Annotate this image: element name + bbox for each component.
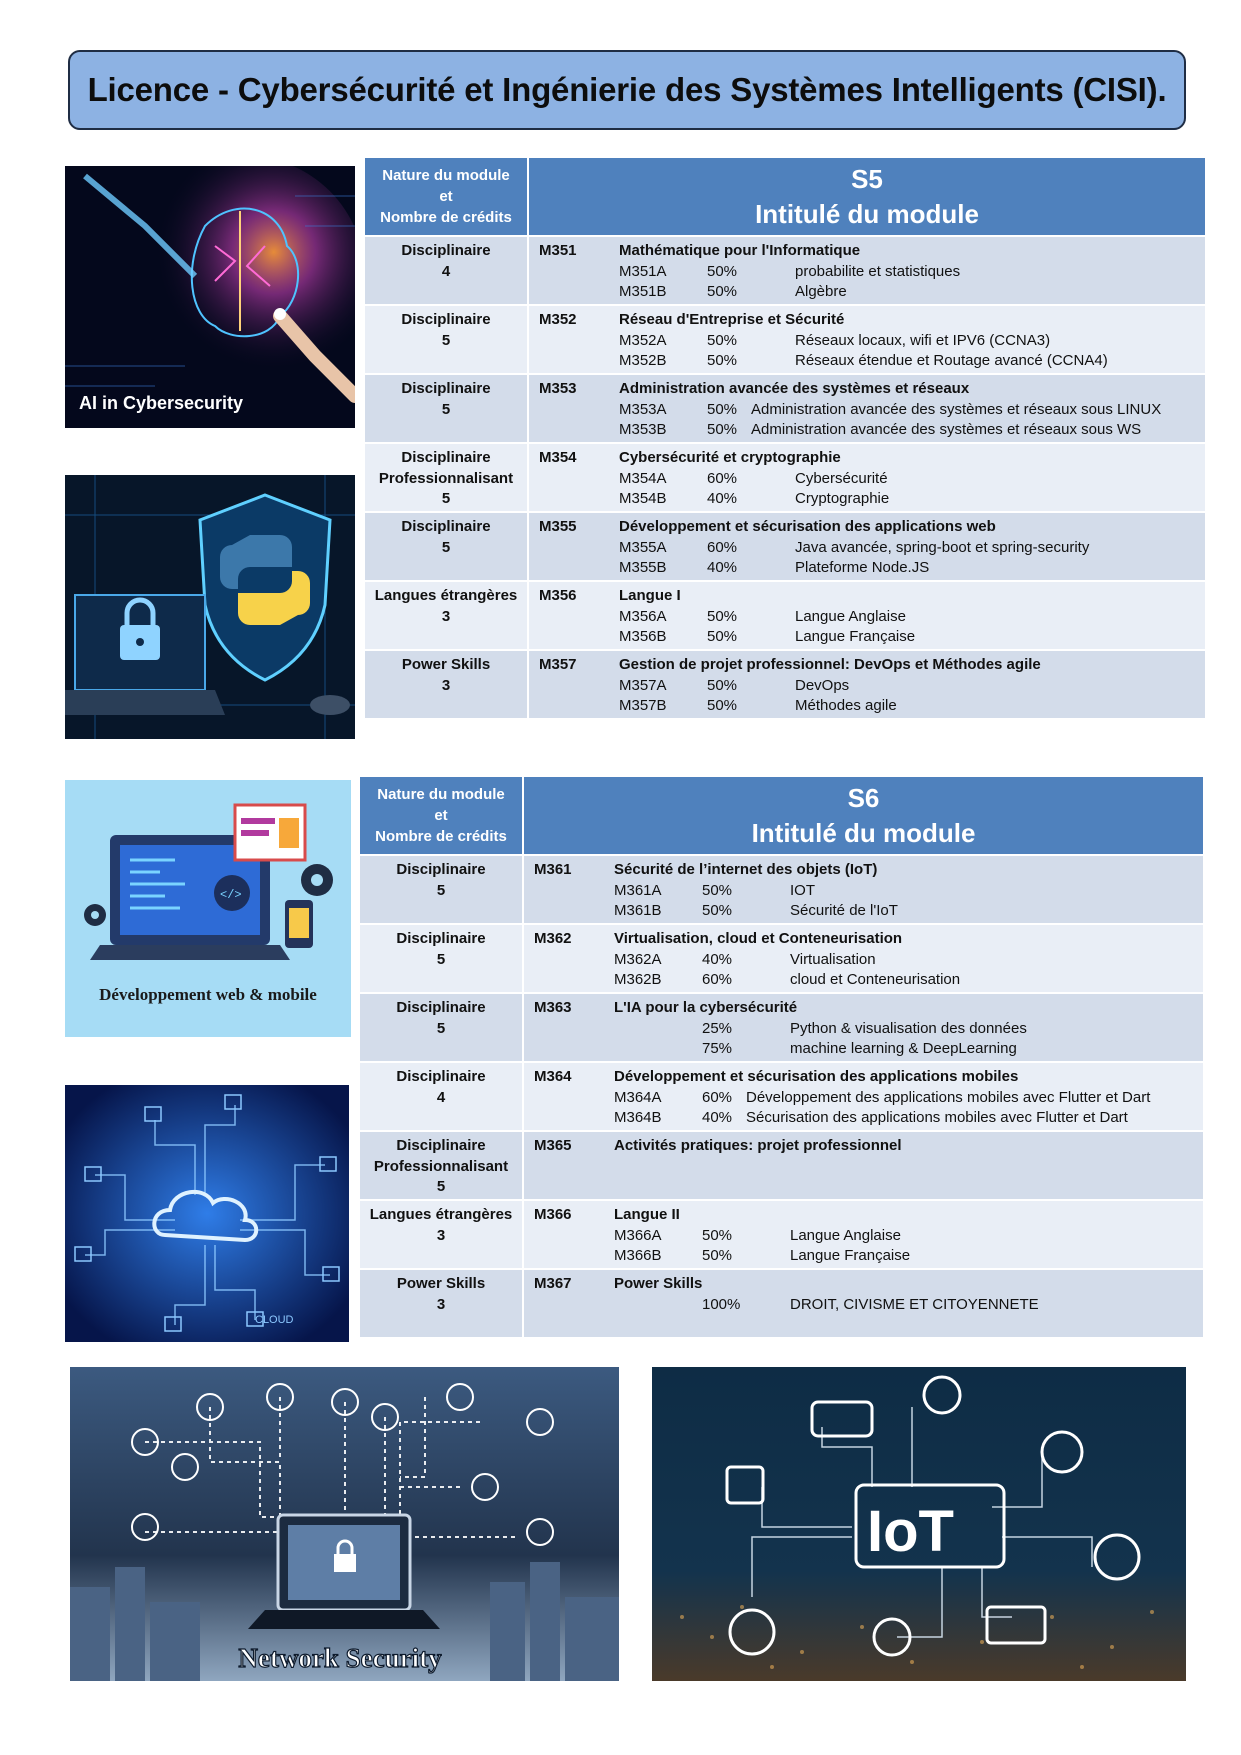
module-content xyxy=(619,306,1205,373)
submodule-label: Langue Française xyxy=(795,628,916,645)
module-type: Disciplinaire xyxy=(401,449,491,466)
module-credits: 5 xyxy=(436,1178,446,1195)
module-type: Disciplinaire xyxy=(396,1137,486,1154)
submodule-code: M351A xyxy=(619,262,667,280)
module-row xyxy=(365,304,1205,373)
submodule-code: M355A xyxy=(619,538,667,556)
module-type: Disciplinaire xyxy=(396,930,486,947)
module-content xyxy=(619,651,1205,718)
module-type: Disciplinaire xyxy=(396,1068,486,1085)
submodule-line xyxy=(619,627,1205,648)
module-code: M351 xyxy=(539,242,577,259)
module-row xyxy=(360,923,1203,992)
ai-cybersecurity-image xyxy=(65,166,355,428)
module-title: Cybersécurité et cryptographie xyxy=(619,449,841,466)
module-code: M352 xyxy=(539,311,577,328)
module-type: Disciplinaire xyxy=(401,380,491,397)
submodule-percentage: 50% xyxy=(702,1247,733,1264)
module-nature xyxy=(365,582,529,649)
module-nature xyxy=(365,651,529,718)
submodule-line xyxy=(614,1226,1203,1247)
submodule-label: Cybersécurité xyxy=(795,469,888,487)
module-credits: 3 xyxy=(441,676,451,694)
module-type: Disciplinaire xyxy=(396,861,486,878)
page-title: Licence - Cybersécurité et Ingénierie des Systèmes Intelligents (CISI). xyxy=(87,71,1167,108)
submodule-label: DROIT, CIVISME ET CITOYENNETE xyxy=(790,1295,1039,1313)
submodule-line xyxy=(614,1039,1203,1060)
submodule-line xyxy=(614,1019,1203,1040)
submodule-label: probabilite et statistiques xyxy=(795,262,961,280)
submodule-percentage: 40% xyxy=(702,1109,733,1126)
submodule-percentage: 60% xyxy=(702,971,733,988)
module-content xyxy=(614,1063,1203,1130)
semester-label: S6 xyxy=(847,782,880,813)
submodule-code: M353B xyxy=(619,421,667,438)
module-nature xyxy=(360,925,524,992)
submodule-code: M356B xyxy=(619,628,667,645)
submodule-code: M354A xyxy=(619,469,667,487)
module-nature xyxy=(360,994,524,1061)
cloud-image xyxy=(65,1085,349,1342)
module-code: M365 xyxy=(534,1137,572,1154)
module-code: M357 xyxy=(539,656,577,673)
module-title: Sécurité de l’internet des objets (IoT) xyxy=(614,861,878,878)
submodule-percentage: 40% xyxy=(707,490,738,507)
module-title: Activités pratiques: projet professionnel xyxy=(614,1137,902,1154)
submodule-line xyxy=(619,676,1205,697)
module-row xyxy=(360,1268,1203,1337)
iot-caption: IoT xyxy=(867,1499,954,1564)
submodule-percentage: 75% xyxy=(702,1040,733,1057)
module-title: Administration avancée des systèmes et réseaux xyxy=(619,380,970,397)
submodule-code: M356A xyxy=(619,607,667,625)
module-type: Disciplinaire xyxy=(396,999,486,1016)
module-type: Professionnalisant xyxy=(373,1157,509,1175)
submodule-line xyxy=(614,901,1203,922)
submodule-percentage: 50% xyxy=(707,400,738,418)
submodule-line xyxy=(619,420,1205,441)
module-content xyxy=(619,513,1205,580)
module-nature xyxy=(360,1132,524,1199)
module-row xyxy=(360,1199,1203,1268)
submodule-line xyxy=(619,331,1205,352)
submodule-code: M364A xyxy=(614,1088,662,1106)
module-type: Langues étrangères xyxy=(374,587,518,604)
s5-table-header xyxy=(365,158,1205,235)
submodule-percentage: 60% xyxy=(707,469,738,487)
submodule-line xyxy=(619,558,1205,579)
module-type: Langues étrangères xyxy=(369,1206,513,1223)
module-credits: 3 xyxy=(436,1295,446,1313)
module-type: Power Skills xyxy=(401,656,491,673)
submodule-line xyxy=(619,489,1205,510)
module-content xyxy=(614,1201,1203,1268)
module-nature xyxy=(360,856,524,923)
module-row xyxy=(365,580,1205,649)
module-credits: 5 xyxy=(441,490,451,507)
module-credits: 5 xyxy=(441,538,451,556)
python-security-image xyxy=(65,475,355,739)
cloud-caption: CLOUD xyxy=(255,1314,294,1326)
submodule-code xyxy=(614,1295,702,1316)
submodule-percentage: 50% xyxy=(707,607,738,625)
module-title: Mathématique pour l'Informatique xyxy=(619,242,861,259)
submodule-code: M351B xyxy=(619,283,667,300)
module-content xyxy=(619,375,1205,442)
submodule-line xyxy=(614,1295,1203,1316)
s5-table xyxy=(365,158,1205,718)
submodule-line xyxy=(619,351,1205,372)
module-type: Professionnalisant xyxy=(378,469,514,487)
submodule-label: machine learning & DeepLearning xyxy=(790,1040,1017,1057)
submodule-percentage: 50% xyxy=(707,676,738,694)
module-row xyxy=(365,649,1205,718)
module-title: Gestion de projet professionnel: DevOps et Méthodes agile xyxy=(619,656,1041,673)
module-nature xyxy=(365,306,529,373)
submodule-code: M352B xyxy=(619,352,667,369)
module-credits: 3 xyxy=(436,1226,446,1244)
module-content xyxy=(614,856,1203,923)
submodule-percentage: 50% xyxy=(707,352,738,369)
submodule-percentage: 50% xyxy=(702,1226,733,1244)
submodule-percentage: 100% xyxy=(702,1295,741,1313)
submodule-label: Java avancée, spring-boot et spring-security xyxy=(795,538,1090,556)
web-mobile-dev-image xyxy=(65,780,351,1037)
module-code: M367 xyxy=(534,1275,572,1292)
submodule-code: M362B xyxy=(614,971,662,988)
submodule-line xyxy=(619,696,1205,717)
module-row xyxy=(365,373,1205,442)
module-title: Développement et sécurisation des applications web xyxy=(619,518,996,535)
submodule-percentage: 50% xyxy=(707,628,738,645)
submodule-line xyxy=(619,538,1205,559)
title-banner xyxy=(68,50,1186,130)
submodule-line xyxy=(619,469,1205,490)
module-credits: 5 xyxy=(436,1019,446,1037)
ai-caption: AI in Cybersecurity xyxy=(79,393,244,413)
module-row xyxy=(360,992,1203,1061)
submodule-code: M357A xyxy=(619,676,667,694)
module-credits: 4 xyxy=(436,1088,446,1106)
submodule-percentage: 50% xyxy=(702,881,733,899)
submodule-label: Développement des applications mobiles avec Flutter et Dart xyxy=(746,1088,1151,1106)
module-nature xyxy=(360,1201,524,1268)
s6-table xyxy=(360,777,1203,1337)
submodule-label: Réseaux locaux, wifi et IPV6 (CCNA3) xyxy=(795,331,1051,349)
submodule-code: M355B xyxy=(619,559,667,576)
module-row xyxy=(365,511,1205,580)
module-nature xyxy=(365,237,529,304)
submodule-line xyxy=(619,400,1205,421)
submodule-code: M357B xyxy=(619,697,667,714)
submodule-label: Méthodes agile xyxy=(795,697,897,714)
module-content xyxy=(614,994,1203,1061)
submodule-percentage: 50% xyxy=(707,697,738,714)
module-row xyxy=(365,235,1205,304)
submodule-code: M361B xyxy=(614,902,662,919)
submodule-percentage: 50% xyxy=(707,283,738,300)
submodule-percentage: 60% xyxy=(707,538,738,556)
header-intitule-label: Intitulé du module xyxy=(755,198,979,229)
module-title: Langue I xyxy=(619,587,681,604)
submodule-percentage: 25% xyxy=(702,1019,733,1037)
submodule-line xyxy=(614,970,1203,991)
submodule-code: M366B xyxy=(614,1247,662,1264)
submodule-percentage: 50% xyxy=(707,262,738,280)
submodule-line xyxy=(614,1246,1203,1267)
submodule-label: Langue Anglaise xyxy=(790,1226,901,1244)
submodule-percentage: 60% xyxy=(702,1088,733,1106)
submodule-percentage: 40% xyxy=(702,950,733,968)
module-content xyxy=(619,237,1205,304)
module-credits: 5 xyxy=(441,400,451,418)
module-content xyxy=(614,925,1203,992)
module-credits: 4 xyxy=(441,262,451,280)
module-code: M366 xyxy=(534,1206,572,1223)
network-caption: Network Security xyxy=(238,1643,442,1673)
submodule-code: M354B xyxy=(619,490,667,507)
submodule-code: M366A xyxy=(614,1226,662,1244)
submodule-code xyxy=(614,1039,702,1060)
module-code: M361 xyxy=(534,861,572,878)
submodule-line xyxy=(614,1088,1203,1109)
network-security-image xyxy=(70,1367,619,1681)
module-type: Disciplinaire xyxy=(401,518,491,535)
module-nature xyxy=(360,1270,524,1337)
module-code: M362 xyxy=(534,930,572,947)
header-nature: Nature du module et Nombre de crédits xyxy=(360,777,524,854)
web-caption: Développement web & mobile xyxy=(99,985,317,1004)
header-intitule xyxy=(524,777,1203,854)
module-title: Power Skills xyxy=(614,1275,703,1292)
submodule-label: Réseaux étendue et Routage avancé (CCNA4) xyxy=(795,352,1108,369)
submodule-percentage: 50% xyxy=(702,902,733,919)
module-type: Disciplinaire xyxy=(401,311,491,328)
module-type: Disciplinaire xyxy=(401,242,491,259)
submodule-label: DevOps xyxy=(795,676,850,694)
module-code: M354 xyxy=(539,449,577,466)
submodule-line xyxy=(614,881,1203,902)
module-nature xyxy=(360,1063,524,1130)
submodule-code: M362A xyxy=(614,950,662,968)
header-intitule-label: Intitulé du module xyxy=(751,817,976,848)
module-title: Développement et sécurisation des applications mobiles xyxy=(614,1068,1019,1085)
module-credits: 5 xyxy=(436,881,446,899)
submodule-label: Python & visualisation des données xyxy=(790,1019,1027,1037)
module-content xyxy=(614,1270,1203,1337)
submodule-label: Sécurité de l'IoT xyxy=(790,902,898,919)
module-code: M355 xyxy=(539,518,577,535)
submodule-label: Cryptographie xyxy=(795,490,890,507)
submodule-code xyxy=(614,1019,702,1040)
module-content xyxy=(619,444,1205,511)
submodule-label: Langue Française xyxy=(790,1247,911,1264)
module-credits: 5 xyxy=(436,950,446,968)
header-nature: Nature du module et Nombre de crédits xyxy=(365,158,529,235)
submodule-line xyxy=(619,607,1205,628)
submodule-code: M364B xyxy=(614,1109,662,1126)
submodule-percentage: 50% xyxy=(707,421,738,438)
semester-label: S5 xyxy=(851,163,883,194)
module-type: Power Skills xyxy=(396,1275,486,1292)
module-title: Langue II xyxy=(614,1206,680,1223)
s6-table-header xyxy=(360,777,1203,854)
module-nature xyxy=(365,513,529,580)
module-nature xyxy=(365,375,529,442)
svg-text:</>: </> xyxy=(220,888,242,902)
module-title: Virtualisation, cloud et Conteneurisation xyxy=(614,930,903,947)
module-row xyxy=(365,442,1205,511)
submodule-label: Administration avancée des systèmes et réseaux sous WS xyxy=(751,421,1142,438)
submodule-label: Sécurisation des applications mobiles avec Flutter et Dart xyxy=(746,1109,1128,1126)
submodule-percentage: 40% xyxy=(707,559,738,576)
module-row xyxy=(360,1061,1203,1130)
module-code: M353 xyxy=(539,380,577,397)
iot-image xyxy=(652,1367,1186,1681)
module-code: M356 xyxy=(539,587,577,604)
module-credits: 3 xyxy=(441,607,451,625)
submodule-line xyxy=(619,262,1205,283)
module-title: Réseau d'Entreprise et Sécurité xyxy=(619,311,845,328)
submodule-label: Virtualisation xyxy=(790,950,876,968)
module-nature xyxy=(365,444,529,511)
submodule-code: M353A xyxy=(619,400,667,418)
module-content xyxy=(619,582,1205,649)
submodule-line xyxy=(619,282,1205,303)
module-title: L'IA pour la cybersécurité xyxy=(614,999,798,1016)
module-credits: 5 xyxy=(441,331,451,349)
submodule-label: IOT xyxy=(790,881,815,899)
module-content xyxy=(614,1132,1203,1199)
submodule-code: M361A xyxy=(614,881,662,899)
submodule-label: Plateforme Node.JS xyxy=(795,559,930,576)
module-code: M364 xyxy=(534,1068,572,1085)
module-row xyxy=(360,1130,1203,1199)
submodule-code: M352A xyxy=(619,331,667,349)
submodule-label: cloud et Conteneurisation xyxy=(790,971,961,988)
submodule-line xyxy=(614,950,1203,971)
submodule-percentage: 50% xyxy=(707,331,738,349)
submodule-label: Langue Anglaise xyxy=(795,607,906,625)
header-intitule xyxy=(529,158,1205,235)
module-row xyxy=(360,854,1203,923)
submodule-label: Algèbre xyxy=(795,283,847,300)
submodule-line xyxy=(614,1108,1203,1129)
module-code: M363 xyxy=(534,999,572,1016)
submodule-label: Administration avancée des systèmes et réseaux sous LINUX xyxy=(751,400,1162,418)
